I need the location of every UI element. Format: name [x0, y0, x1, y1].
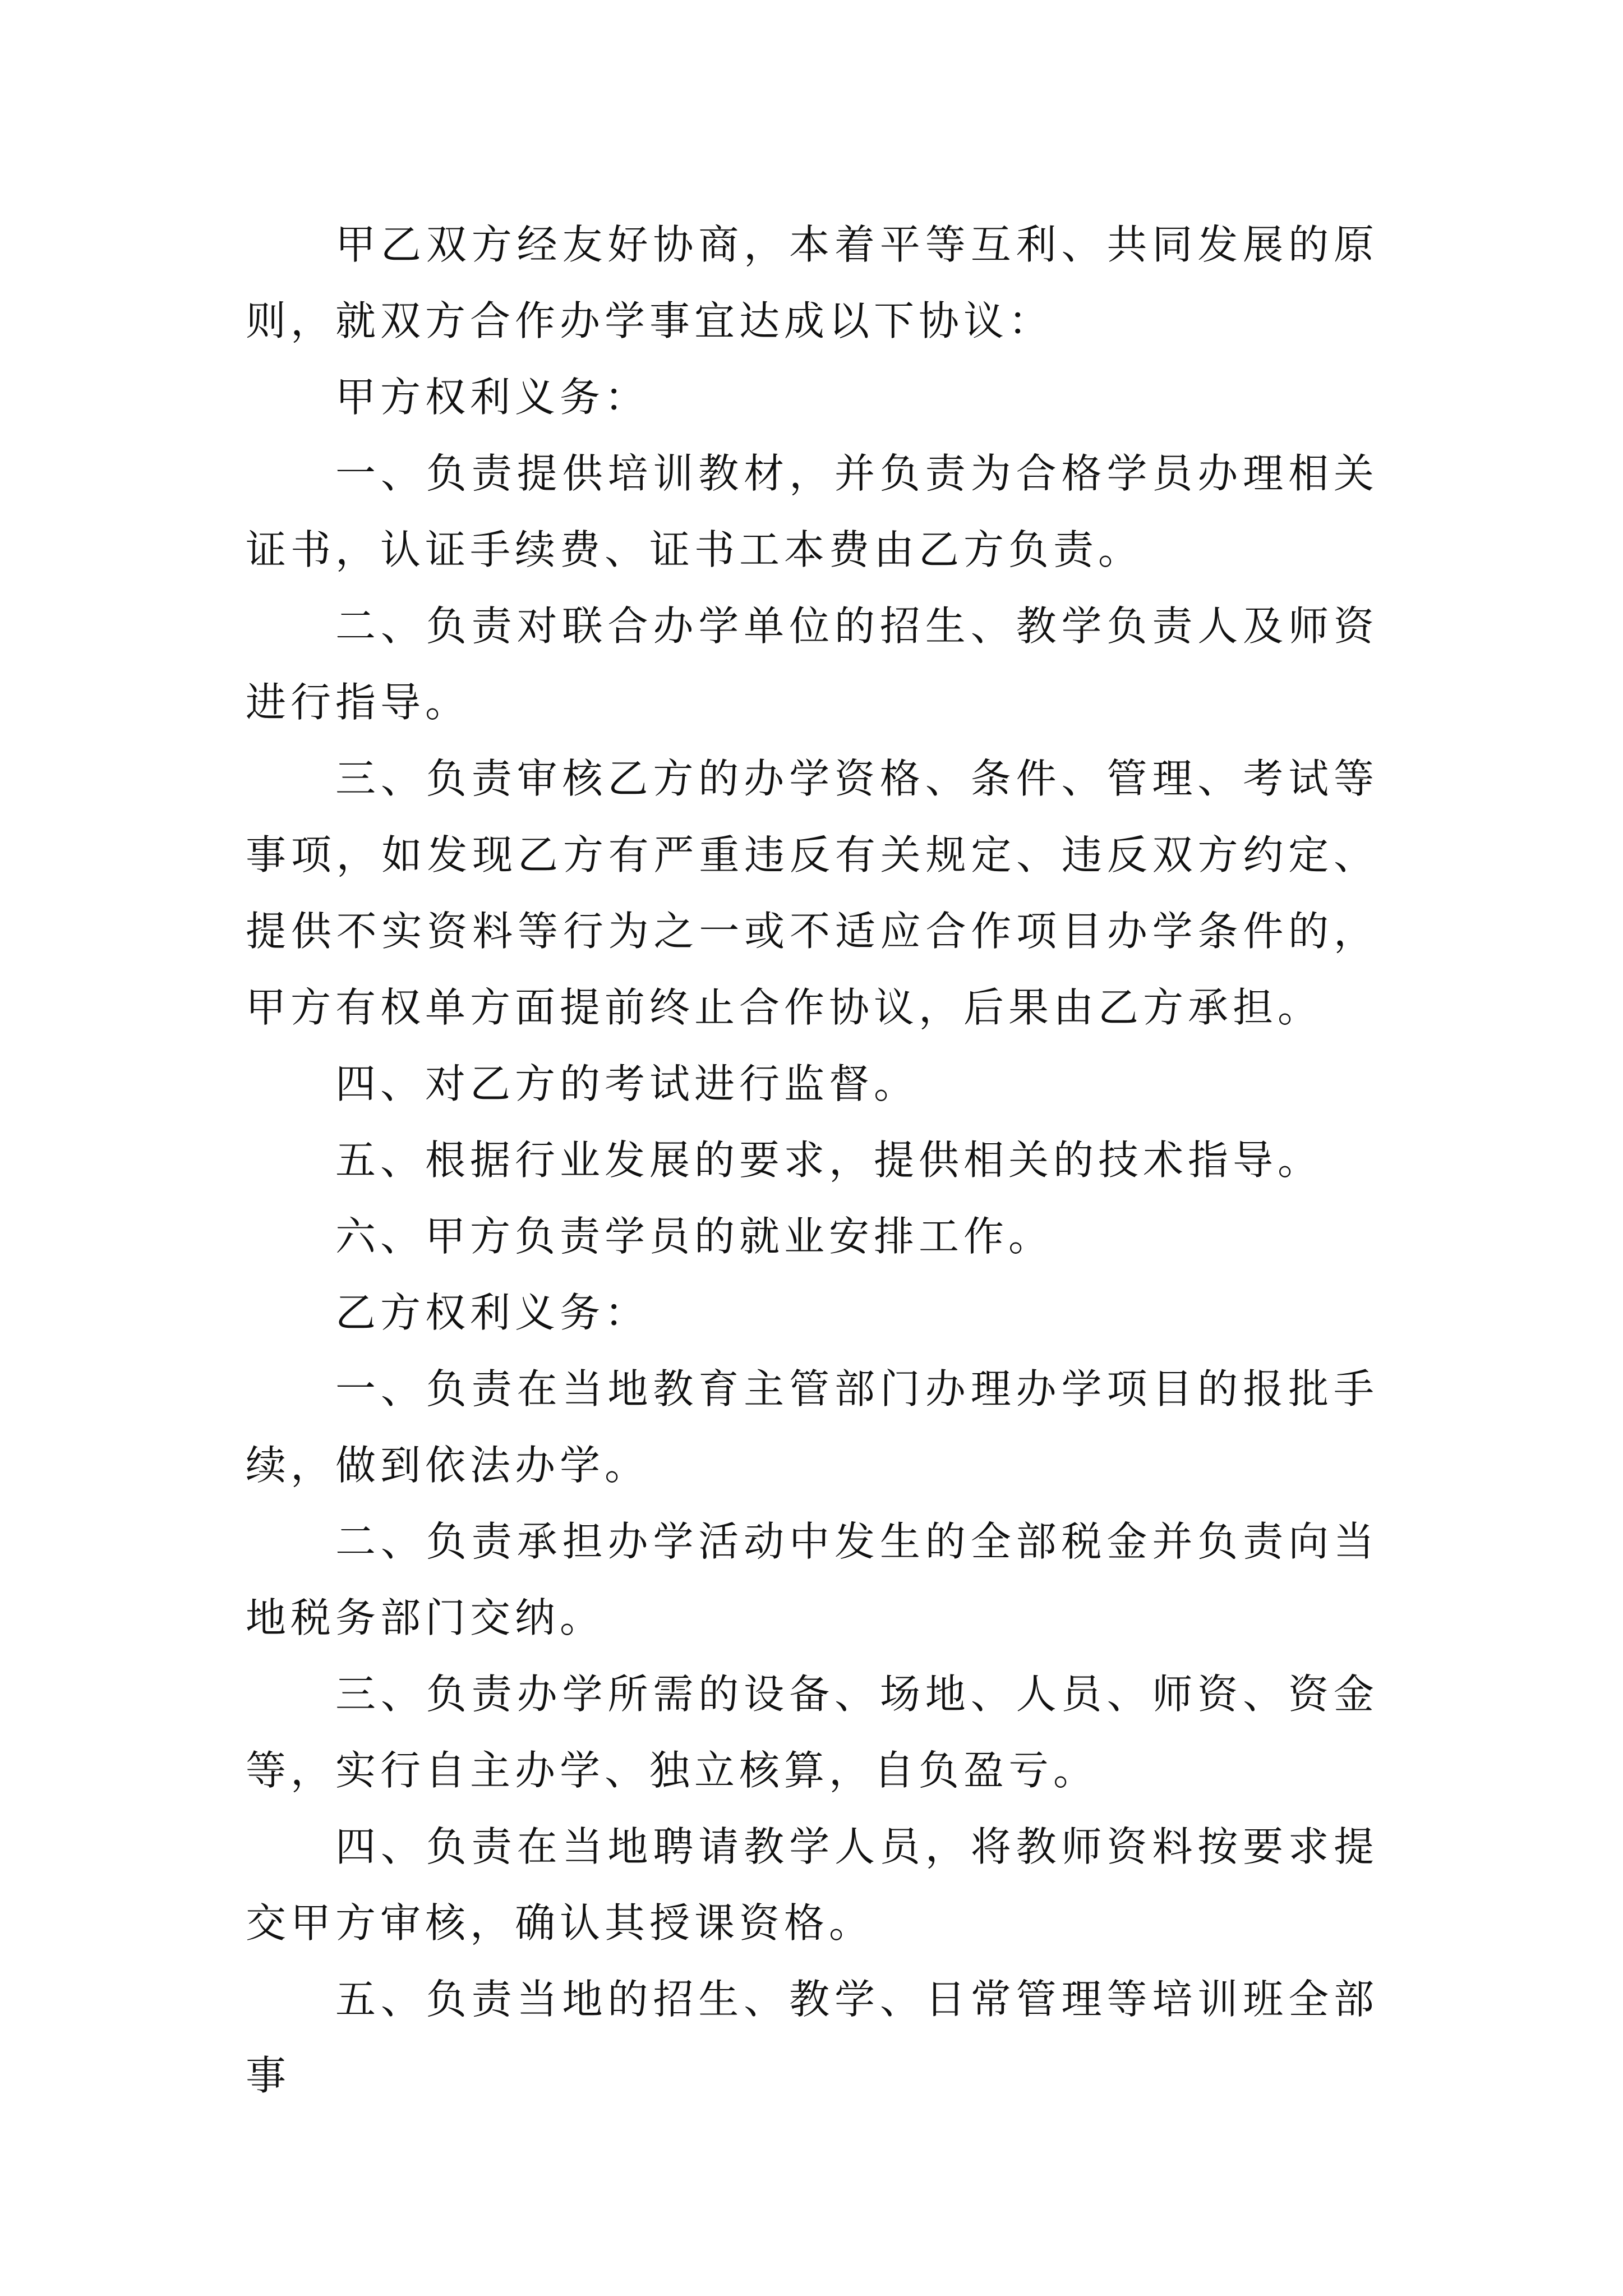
paragraph-party-b-item-5: 五、负责当地的招生、教学、日常管理等培训班全部事 [246, 1976, 1378, 2099]
paragraph-party-b-item-3: 三、负责办学所需的设备、场地、人员、师资、资金等，实行自主办学、独立核算，自负盈亏。 [246, 1671, 1378, 1794]
paragraph-party-a-item-5: 五、根据行业发展的要求，提供相关的技术指导。 [335, 1137, 1323, 1184]
heading-party-a-rights: 甲方权利义务： [335, 374, 650, 421]
paragraph-party-a-item-4: 四、对乙方的考试进行监督。 [335, 1060, 919, 1107]
paragraph-intro: 甲乙双方经友好协商，本着平等互利、共同发展的原则，就双方合作办学事宜达成以下协议： [246, 221, 1378, 344]
document-body [246, 206, 1378, 2114]
paragraph-party-b-item-1: 一、负责在当地教育主管部门办理办学项目的报批手续，做到依法办学。 [246, 1365, 1378, 1489]
paragraph-party-a-item-6: 六、甲方负责学员的就业安排工作。 [335, 1213, 1054, 1260]
heading-party-b-rights: 乙方权利义务： [335, 1289, 650, 1336]
paragraph-party-b-item-2: 二、负责承担办学活动中发生的全部税金并负责向当地税务部门交纳。 [246, 1518, 1378, 1641]
paragraph-party-a-item-3: 三、负责审核乙方的办学资格、条件、管理、考试等事项，如发现乙方有严重违反有关规定、违反双方约定、提供不实资料等行为之一或不适应合作项目办学条件的，甲方有权单方面提前终止合作协议，后果由乙方承担。 [246, 755, 1378, 1031]
paragraph-party-a-item-1: 一、负责提供培训教材，并负责为合格学员办理相关证书，认证手续费、证书工本费由乙方负责。 [246, 450, 1378, 573]
paragraph-party-b-item-4: 四、负责在当地聘请教学人员，将教师资料按要求提交甲方审核，确认其授课资格。 [246, 1823, 1378, 1947]
paragraph-party-a-item-2: 二、负责对联合办学单位的招生、教学负责人及师资进行指导。 [246, 602, 1378, 726]
